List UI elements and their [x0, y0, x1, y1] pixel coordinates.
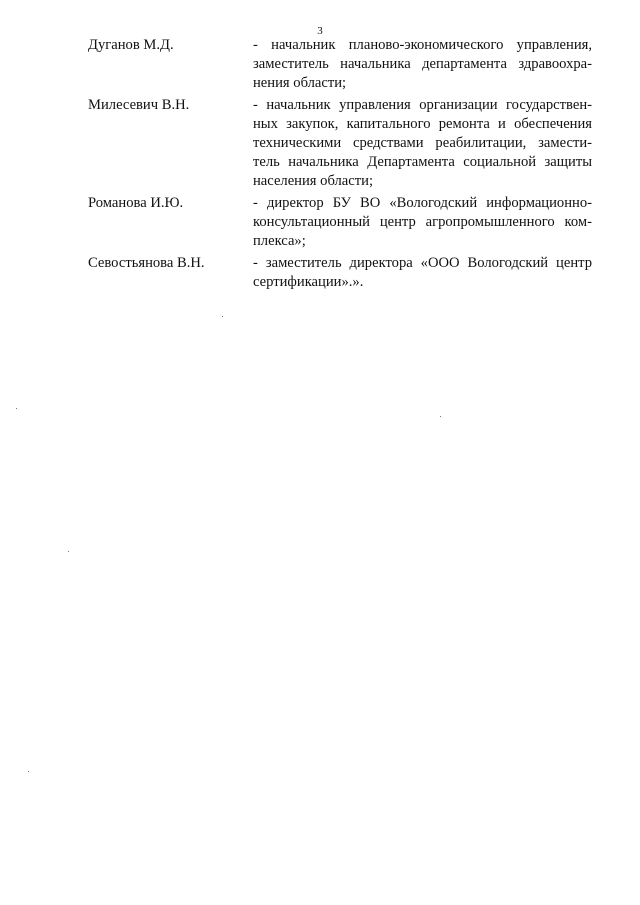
position-line: - заместитель директора «ООО Вологодский центр — [253, 255, 592, 271]
position-line: тель начальника Департамента социальной защиты — [253, 154, 592, 170]
member-name: Дуганов М.Д. — [88, 37, 174, 53]
position-line: - начальник управления организации государствен- — [253, 97, 592, 113]
position-line: - начальник планово-экономического управления, — [253, 37, 592, 53]
member-entry — [88, 36, 592, 93]
member-position — [253, 254, 592, 292]
position-line: ных закупок, капитального ремонта и обеспечения — [253, 116, 592, 132]
position-line: сертификации».». — [253, 274, 364, 290]
position-line: населения области; — [253, 173, 373, 189]
position-line: заместитель начальника департамента здравоохра- — [253, 56, 592, 72]
member-list — [88, 36, 592, 295]
scan-speck — [28, 771, 29, 772]
member-entry — [88, 254, 592, 292]
member-position — [253, 36, 592, 93]
position-line: нения области; — [253, 75, 347, 91]
scan-speck — [222, 316, 223, 317]
member-name: Севостьянова В.Н. — [88, 255, 205, 271]
position-line: - директор БУ ВО «Вологодский информационно- — [253, 195, 592, 211]
position-line: плекса»; — [253, 233, 306, 249]
scan-speck — [68, 551, 69, 552]
position-line: консультационный центр агропромышленного ком- — [253, 214, 592, 230]
member-entry — [88, 194, 592, 251]
scan-speck — [16, 408, 17, 409]
scan-speck — [440, 416, 441, 417]
member-position — [253, 96, 592, 191]
member-name: Романова И.Ю. — [88, 195, 184, 211]
position-line: техническими средствами реабилитации, замести- — [253, 135, 592, 151]
page-number: 3 — [317, 25, 323, 37]
member-name: Милесевич В.Н. — [88, 97, 190, 113]
member-position — [253, 194, 592, 251]
member-entry — [88, 96, 592, 191]
